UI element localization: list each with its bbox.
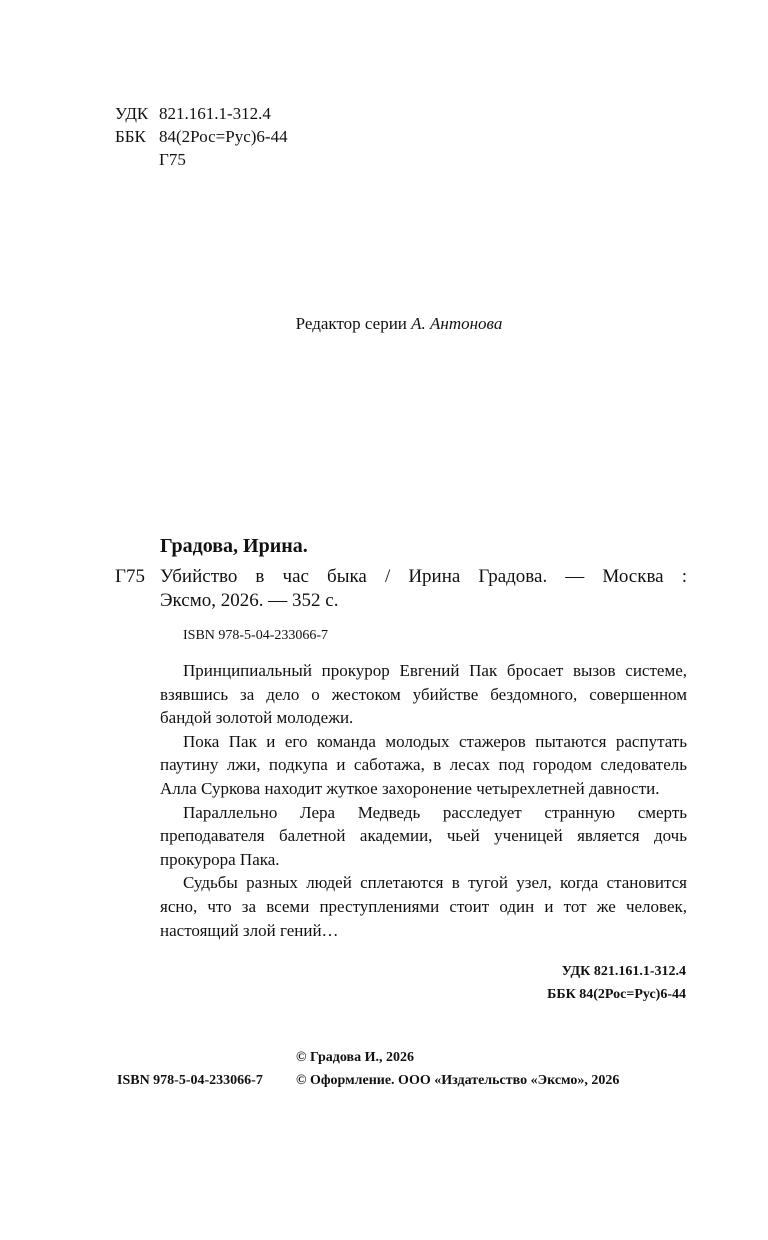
- udk-code: УДК 821.161.1-312.4: [561, 964, 686, 979]
- annotation-paragraph-3: Параллельно Лера Медведь расследует странную смерть преподавателя балетной академии, чьей ученицей является дочь прокурора Пака.: [160, 802, 687, 869]
- bbk-row: [115, 125, 288, 148]
- isbn-main: ISBN 978-5-04-233066-7: [183, 628, 329, 643]
- annotation-paragraph-2: Пока Пак и его команда молодых стажеров пытаются распутать паутину лжи, подкупа и саботажа, в лесах под городом следователь Алла Суркова находит жуткое захоронение четырехлетней давности.: [160, 731, 687, 798]
- author-heading: Градова, Ирина.: [160, 535, 308, 557]
- classification-block: [115, 102, 288, 171]
- isbn-imprint: ISBN 978-5-04-233066-7: [117, 1073, 263, 1088]
- series-editor-prefix: Редактор серии: [295, 314, 407, 333]
- bibliographic-description: [160, 565, 687, 613]
- copyright-author: © Градова И., 2026: [296, 1050, 414, 1065]
- copyright-design: © Оформление. ООО «Издательство «Эксмо», 2026: [296, 1073, 620, 1088]
- bbk-code: ББК 84(2Рос=Рус)6-44: [547, 987, 686, 1002]
- title-line-1: Убийство в час быка / Ирина Градова. — Москва :: [160, 566, 687, 587]
- record-sign: Г75: [115, 566, 145, 587]
- udk-value: 821.161.1-312.4: [159, 104, 271, 123]
- bbk-value: 84(2Рос=Рус)6-44: [159, 127, 288, 146]
- series-editor: [0, 314, 768, 334]
- annotation: [160, 659, 687, 942]
- author-sign-row: [115, 148, 288, 171]
- udk-label: УДК: [115, 104, 149, 123]
- udk-row: [115, 102, 288, 125]
- annotation-paragraph-1: Принципиальный прокурор Евгений Пак бросает вызов системе, взявшись за дело о жестоком убийстве бездомного, совершенном бандой золотой молодежи.: [160, 661, 687, 728]
- series-editor-name: А. Антонова: [411, 314, 503, 333]
- classification-codes: [440, 960, 686, 1006]
- title-line-2: Эксмо, 2026. — 352 с.: [160, 590, 339, 611]
- author-sign: Г75: [159, 150, 186, 169]
- bbk-label: ББК: [115, 127, 146, 146]
- annotation-paragraph-4: Судьбы разных людей сплетаются в тугой узел, когда становится ясно, что за всеми преступлениями стоит один и тот же человек, настоящий злой гений…: [160, 873, 687, 940]
